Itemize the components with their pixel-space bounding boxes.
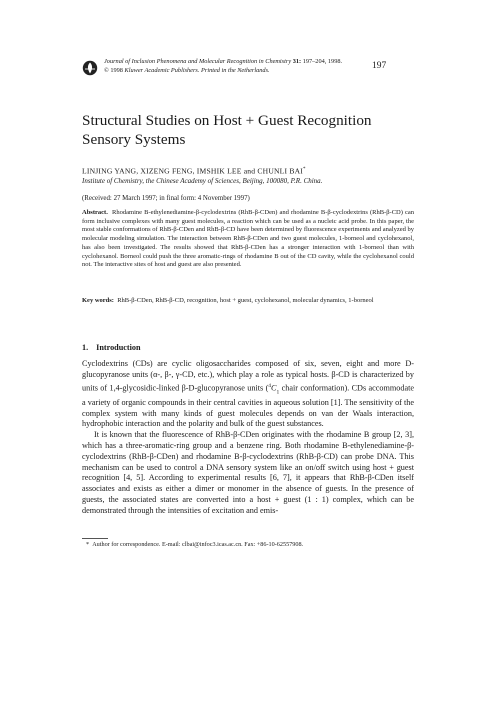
abstract-text: Rhodamine B-ethylenediamine-β-cyclodextrins (RhB-β-CDen) and rhodamine B-β-cyclodextrins (RhB-β-CD) can form inclusive complexes with many guest molecules, a reaction which can be used as a nucleic acid probe. In this paper, the most stable conformations of RhB-β-CDen and RhB-β-CD have been determined by fluorescence experiments and analyzed by molecular modeling simulation. The interaction between RhB-β-CDen and two guest molecules, 1-borneol and cyclohexanol, has also been investigated. The results showed that RhB-β-CDen has a stronger interaction with 1-borneol than with cyclohexanol. Borneol could push the three aromatic-rings of rhodamine B out of the CD cavity, while the cyclohexanol could not. The interactive sites of host and guest are also presented. — [82, 209, 415, 269]
paragraph: It is known that the fluorescence of RhB-β-CDen originates with the rhodamine B group [2, 3], which has a three-aromatic-ring group and a benzene ring. Both rhodamine B-ethylenediamine-β-cyclodextrins (RhB-β-CDen) and rhodamine B-β-cyclodextrins (RhB-β-CD) can probe DNA. This mechanism can be used to control a DNA sensory system like an on/off switch using host + guest recognition [4, 5]. According to experimental results [6, 7], it appears that RhB-β-CDen itself associates and exists as either a dimer or monomer in the absence of guests. In the presence of guests, the associated states are converted into a host + guest (1 : 1) complex, which can be demonstrated through the intensities of excitation and emis- — [82, 430, 414, 515]
author-list: LINJING YANG, XIZENG FENG, IMSHIK LEE and CHUNLI BAI* — [82, 166, 306, 176]
section-heading: 1. Introduction — [82, 343, 141, 352]
footnote: * Author for correspondence. E-mail: clbai@infoc3.icas.ac.cn. Fax: +86-10-62557908. — [86, 541, 304, 548]
keywords — [82, 297, 414, 306]
correspondence-mark: * — [303, 167, 306, 172]
journal-citation: Journal of Inclusion Phenomena and Molecular Recognition in Chemistry 31: 197–204, 1998. — [104, 58, 343, 65]
article-title: Structural Studies on Host + Guest Recognition Sensory Systems — [82, 112, 372, 148]
paragraph: Cyclodextrins (CDs) are cyclic oligosaccharides composed of six, seven, eight and more D-glucopyranose units (α-, β-, γ-CD, etc.), which play a role as typical hosts. β-CD is characterized by units of 1,4-glycosidic-linked β-D-glucopyranose units ($^4C_1$ chair conformation). CDs accommodate a variety of organic compounds in their central cavities in aqueous solution [1]. The sensitivity of the complex system with many kinds of guest molecules depends on van der Waals interaction, hydrophobic interaction and the polarity and bulk of the guest substances. — [82, 359, 414, 429]
journal-header — [104, 57, 364, 75]
body-text — [82, 359, 414, 517]
abstract-label: Abstract. — [82, 209, 108, 216]
keywords-text: RhB-β-CDen, RhB-β-CD, recognition, host + guest, cyclohexanol, molecular dynamics, 1-borneol — [117, 297, 374, 304]
journal-copyright: © 1998 Kluwer Academic Publishers. Printed in the Netherlands. — [104, 67, 270, 74]
abstract — [82, 209, 414, 270]
keywords-label: Key words: — [82, 297, 114, 304]
page-number: 197 — [372, 61, 387, 71]
affiliation: Institute of Chemistry, the Chinese Academy of Sciences, Beijing, 100080, P.R. China. — [82, 177, 323, 185]
footnote-rule — [82, 538, 108, 539]
publisher-logo-icon — [82, 60, 98, 76]
received-dates: (Received: 27 March 1997; in final form: 4 November 1997) — [82, 195, 250, 202]
